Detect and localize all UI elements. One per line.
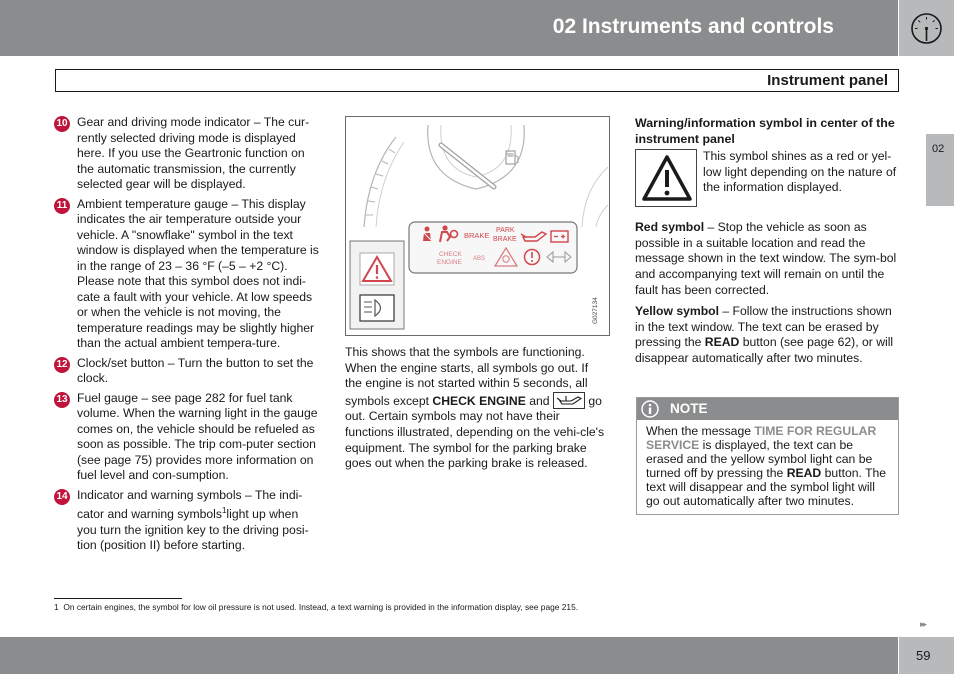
item-number-badge: 13	[54, 392, 70, 408]
item-number-badge: 12	[54, 357, 70, 373]
list-item	[54, 197, 320, 352]
footer-bar	[0, 637, 898, 674]
service-message: TIME FOR REGULAR SERVICE	[646, 424, 877, 452]
park-label: PARK	[496, 227, 515, 234]
note-text: is displayed, the text can be erased and the yellow symbol light can be turned off by pressing the	[646, 438, 873, 480]
check-label: CHECK	[439, 251, 462, 258]
section-title: Instrument panel	[767, 72, 888, 89]
headlight-icon	[360, 295, 394, 321]
numbered-items-column	[54, 115, 320, 558]
item-text: Fuel gauge – see page 282 for fuel tank volume. When the warning light in the gauge comes on, the vehicle should be refueled as soon as possible. The trip com-puter section (see page 75) provides more information on fuel level and con-sumption.	[77, 390, 318, 482]
paragraph-text: – Stop the vehicle as soon as possible in a suitable location and read the message shown in the text window. The sym-bol and accompanying text will remain on until the fault has been corrected.	[635, 220, 897, 297]
item-number-badge: 11	[54, 198, 70, 214]
abs-label: ABS	[473, 256, 486, 262]
check-engine-term: CHECK ENGINE	[432, 393, 526, 408]
symbol-description: This symbol shines as a red or yel-low light depending on the nature of the information displayed.	[703, 149, 897, 195]
note-header	[637, 398, 898, 420]
item-text: light up when you turn the ignition key to the driving posi-tion (position II) before starting.	[77, 507, 309, 553]
warning-symbol-section	[635, 116, 899, 367]
item-text: Indicator and warning symbols – The indi-cator and warning symbols	[77, 487, 303, 522]
chapter-side-tab[interactable]	[926, 134, 954, 206]
yellow-symbol-label: Yellow symbol	[635, 304, 719, 319]
figure-code: G027134	[592, 297, 599, 324]
section-bar	[55, 69, 899, 92]
symbols-description	[345, 345, 607, 472]
item-number-badge: 14	[54, 489, 70, 505]
warning-icon-frame	[635, 149, 697, 207]
paragraph-text: and	[525, 393, 553, 408]
warning-triangle-icon	[640, 153, 694, 203]
item-text: Gear and driving mode indicator – The cur-rently selected driving mode is displayed here. If you use the Geartronic function on the automatic transmission, the currently selected gear will be displayed.	[77, 115, 310, 191]
read-button-term: READ	[704, 335, 740, 350]
page-number: 59	[916, 648, 931, 663]
paragraph-text: This shows that the symbols are functioning. When the engine starts, all symbols go out. If the engine is not started within 5 seconds, all symbols except	[345, 345, 589, 408]
footnote-divider	[54, 598, 182, 599]
list-item	[54, 391, 320, 484]
chapter-title: 02 Instruments and controls	[552, 15, 834, 38]
read-button-term: READ	[786, 466, 822, 480]
page-number-box	[899, 637, 954, 674]
note-box	[636, 397, 899, 515]
warning-symbol-box	[635, 149, 899, 207]
note-body	[637, 420, 898, 508]
info-icon	[641, 400, 659, 418]
red-symbol-paragraph	[635, 220, 899, 298]
list-item	[54, 488, 320, 554]
list-item	[54, 356, 320, 387]
paragraph-text: button (see page 62), or will disappear automatically after two minutes.	[635, 335, 894, 365]
paragraph-text: – Follow the instructions shown in the text window. The text can be erased by pressing the	[635, 304, 892, 350]
note-text: When the message	[646, 424, 755, 438]
engine-label: ENGINE	[437, 259, 462, 266]
park-brake-label: BRAKE	[493, 236, 517, 243]
warning-triangle-icon	[360, 253, 394, 285]
section-heading: Warning/information symbol in center of the instrument panel	[635, 116, 895, 146]
instrument-panel-figure	[345, 116, 610, 336]
chapter-side-tab-label: 02	[932, 143, 945, 155]
speedometer-gauge-icon	[910, 12, 943, 45]
note-text: button. The text will disappear and the symbol light will go out automatically after two minutes.	[646, 466, 887, 508]
next-page-arrows[interactable]: ▸▸	[920, 619, 926, 629]
brake-label: BRAKE	[464, 231, 490, 240]
red-symbol-label: Red symbol	[635, 220, 705, 235]
yellow-symbol-paragraph	[635, 304, 899, 366]
item-text: Clock/set button – Turn the button to set the clock.	[77, 355, 314, 385]
header-bar	[0, 0, 898, 56]
instrument-panel-illustration	[346, 117, 610, 336]
list-item	[54, 115, 320, 193]
chapter-icon-box	[899, 0, 954, 56]
note-title: NOTE	[670, 401, 708, 416]
item-number-badge: 10	[54, 116, 70, 132]
footnote-reference[interactable]: 1	[221, 506, 227, 515]
paragraph-text: go out. Certain symbols may not have their functions illustrated, depending on the vehi-cle's equipment. The symbol for the parking brake goes out when the parking brake is released.	[345, 393, 605, 471]
footnote	[54, 602, 578, 612]
oil-pressure-icon	[553, 392, 585, 409]
footnote-text: On certain engines, the symbol for low oil pressure is not used. Instead, a text warning is provided in the information display, see page 215.	[63, 602, 579, 612]
footnote-number: 1	[54, 602, 59, 612]
item-text: Ambient temperature gauge – This display indicates the air temperature outside your vehicle. A "snowflake" symbol in the text window is displayed when the temperature is in the range of 23 – 36 °F (–5 – +2 °C). Please note that this symbol does not indi-cate a fault with your vehicle. At low speeds or when the vehicle is not moving, the temperature readings may be slightly higher than the actual ambient tempera-ture.	[77, 196, 319, 350]
